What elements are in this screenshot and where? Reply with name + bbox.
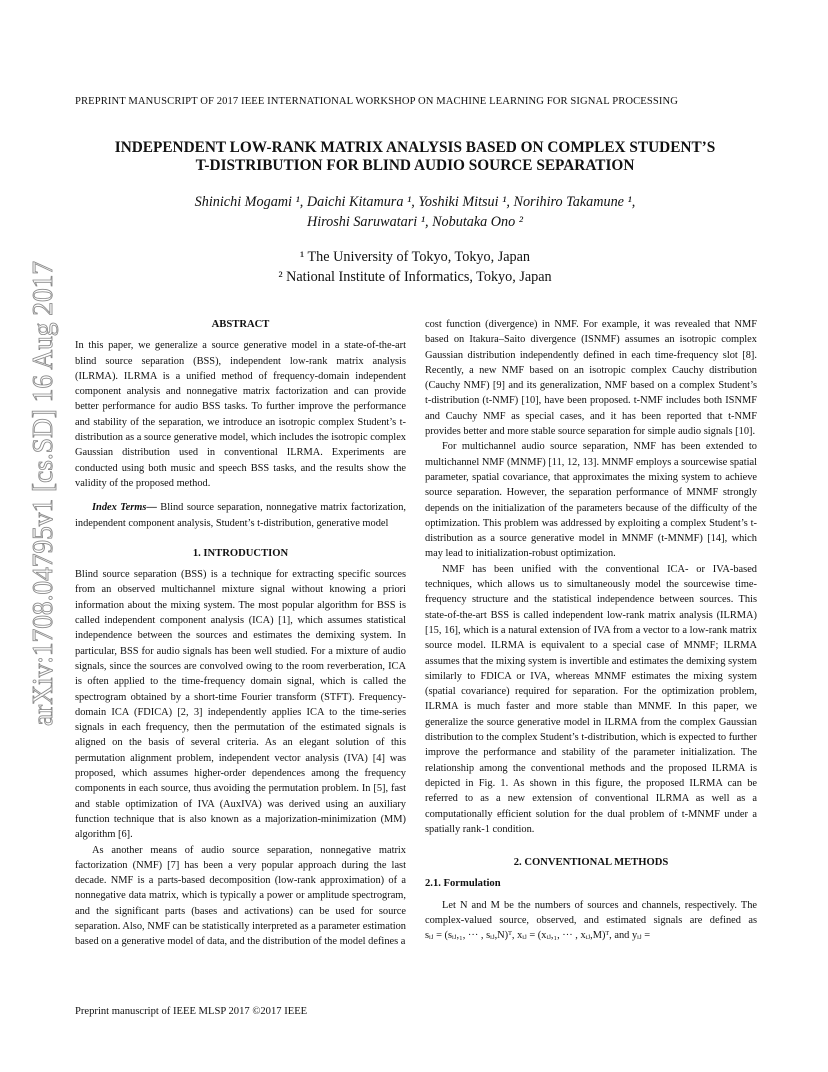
running-head: PREPRINT MANUSCRIPT OF 2017 IEEE INTERNATIONAL WORKSHOP ON MACHINE LEARNING FOR SIGNAL PROCESSING	[75, 96, 678, 107]
index-terms-label: Index Terms—	[92, 502, 157, 514]
arxiv-stamp-text: arXiv:1708.04795v1 [cs.SD] 16 Aug 2017	[27, 233, 59, 726]
right-paragraph-2: For multichannel audio source separation, NMF has been extended to multichannel NMF (MNMF) [11, 12, 13]. MNMF employs a sourcewise spatial parameter, spatial covariance, that approximates the mixing system to achieve source separation. However, the separation performance of MNMF strongly depends on the initialization of the parameters because of the difficulty of the optimization. This problem was addressed by exploiting a complex Student’s t-distribution as a source generative model in MNMF (t-MNMF) [14], which may lead to initialization-robust optimization.	[425, 441, 757, 560]
arxiv-stamp	[9, 233, 69, 726]
title-line-1: INDEPENDENT LOW-RANK MATRIX ANALYSIS BASED ON COMPLEX STUDENT’S	[114, 139, 716, 156]
affiliation-2: ² National Institute of Informatics, Tokyo, Japan	[278, 269, 552, 285]
right-column	[425, 317, 757, 944]
paper-title	[70, 139, 760, 175]
abstract-heading: ABSTRACT	[211, 319, 270, 330]
index-terms-text: Blind source separation, nonnegative matrix factorization, independent component analysis, Student’s t-distribution, generative model	[75, 502, 406, 529]
right-paragraph-1: cost function (divergence) in NMF. For example, it was revealed that NMF based on Itakura–Saito divergence (ISNMF) assumes an isotropic complex Gaussian distribution independently defined in each time-frequency slot [8]. Recently, a new NMF based on an isotropic complex Cauchy distribution (Cauchy NMF) [9] and its generalization, NMF based on a complex Student’s t-distribution (t-NMF) [10], have been proposed. t-NMF includes both ISNMF and Cauchy NMF as special cases, and it has been reported that t-NMF provides better and more stable source separation for simple audio signals [10].	[425, 319, 757, 438]
authors-line-2: Hiroshi Saruwatari ¹, Nobutaka Ono ²	[306, 214, 524, 230]
abstract-text: In this paper, we generalize a source generative model in a state-of-the-art blind source separation (BSS), independent low-rank matrix analysis (ILRMA). ILRMA is a unified method of frequency-domain independent component analysis and nonnegative matrix factorization and can provide better performance for audio BSS tasks. To further improve the performance and stability of the separation, we introduce an isotropic complex Student’s t-distribution as a source generative model, which includes the isotropic complex Gaussian distribution used in conventional ILRMA. Experiments are conducted using both music and speech BSS tasks, and the results show the validity of the proposed method.	[75, 340, 406, 489]
formulation-text: Let N and M be the numbers of sources and channels, respectively. The complex-valued source, observed, and estimated signals are defined as	[425, 899, 757, 926]
page-footer: Preprint manuscript of IEEE MLSP 2017 ©2017 IEEE	[75, 1006, 308, 1017]
arxiv-stamp-svg	[9, 233, 69, 726]
formulation-heading: 2.1. Formulation	[425, 878, 501, 890]
authors-line-1: Shinichi Mogami ¹, Daichi Kitamura ¹, Yoshiki Mitsui ¹, Norihiro Takamune ¹,	[194, 194, 636, 210]
author-list	[70, 192, 760, 232]
intro-heading: 1. INTRODUCTION	[192, 547, 289, 559]
intro-paragraph-2: As another means of audio source separation, nonnegative matrix factorization (NMF) [7] has been a very popular approach during the last decade. NMF is a parts-based decomposition (low-rank approximation) of a nonnegative data matrix, which is typically a power or amplitude spectrogram, and the significant parts (bases and activations) can be used for source separation. Also, NMF can be statistically interpreted as a parameter estimation based on a generative model of data, and the distribution of the model defines a	[75, 844, 406, 948]
conventional-methods-heading: 2. CONVENTIONAL METHODS	[513, 857, 669, 869]
affiliations	[70, 247, 760, 287]
title-line-2: T-DISTRIBUTION FOR BLIND AUDIO SOURCE SEPARATION	[195, 157, 635, 174]
affiliation-1: ¹ The University of Tokyo, Tokyo, Japan	[299, 249, 531, 265]
intro-paragraph-1: Blind source separation (BSS) is a technique for extracting specific sources from an observed multichannel mixture signal without knowing a priori information about the mixing system. The most popular algorithm for BSS is called independent component analysis (ICA) [1], which assumes statistical independence between the sources and estimates the demixing system. In particular, BSS for audio signals has been well studied. For a mixture of audio signals, since the sources are convolved owing to the room reverberation, ICA is often applied to the time-frequency domain signal, which is called the spectrogram obtained by a short-time Fourier transform (STFT). Frequency-domain ICA (FDICA) [2, 3] independently applies ICA to the time-series signals in each frequency, then the permutation of the estimated signals is aligned on the basis of several criteria. As an elegant solution of this permutation alignment problem, independent vector analysis (IVA) [4] was proposed, which assumes higher-order dependences among the frequency components in each source, thus avoiding the permutation problem. In [5], fast and stable optimization of IVA (AuxIVA) was derived using an auxiliary function technique that is also known as a majorization-minimization (MM) algorithm [6].	[75, 569, 406, 841]
formulation-paragraph	[425, 898, 757, 944]
left-column	[75, 317, 406, 950]
right-paragraph-3: NMF has been unified with the conventional ICA- or IVA-based techniques, which allows us to simultaneously model the sourcewise time-frequency structure and the statistical independence between sources. This state-of-the-art BSS is called independent low-rank matrix analysis (ILRMA) [15, 16], which is a natural extension of IVA from a vector to a low-rank matrix source model. ILRMA is equivalent to a special case of MNMF; ILRMA assumes that the mixing system is invertible and estimates the demixing system similarly to FDICA or IVA, whereas MNMF estimates the mixing system (spatial covariance) required for separation. For the optimization problem, ILRMA is much faster and more stable than MNMF. In this paper, we generalize the source generative model in ILRMA from the complex Gaussian distribution to the complex Student’s t-distribution, which is expected to further improve the performance and stability of the parameter initialization. The relationship among the conventional methods and the proposed ILRMA is depicted in Fig. 1. As shown in this figure, the proposed ILRMA can be referred to as a new extension of conventional ILRMA as well as a computationally efficient solution for the dual problem of t-MNMF under a spatially rank-1 condition.	[425, 563, 757, 835]
index-terms	[75, 500, 406, 531]
formulation-equation: sᵢⱼ = (sᵢⱼ,₁, ··· , sᵢⱼ,N)ᵀ, xᵢⱼ = (xᵢⱼ,₁, ··· , xᵢⱼ,M)ᵀ, and yᵢⱼ =	[425, 930, 651, 942]
